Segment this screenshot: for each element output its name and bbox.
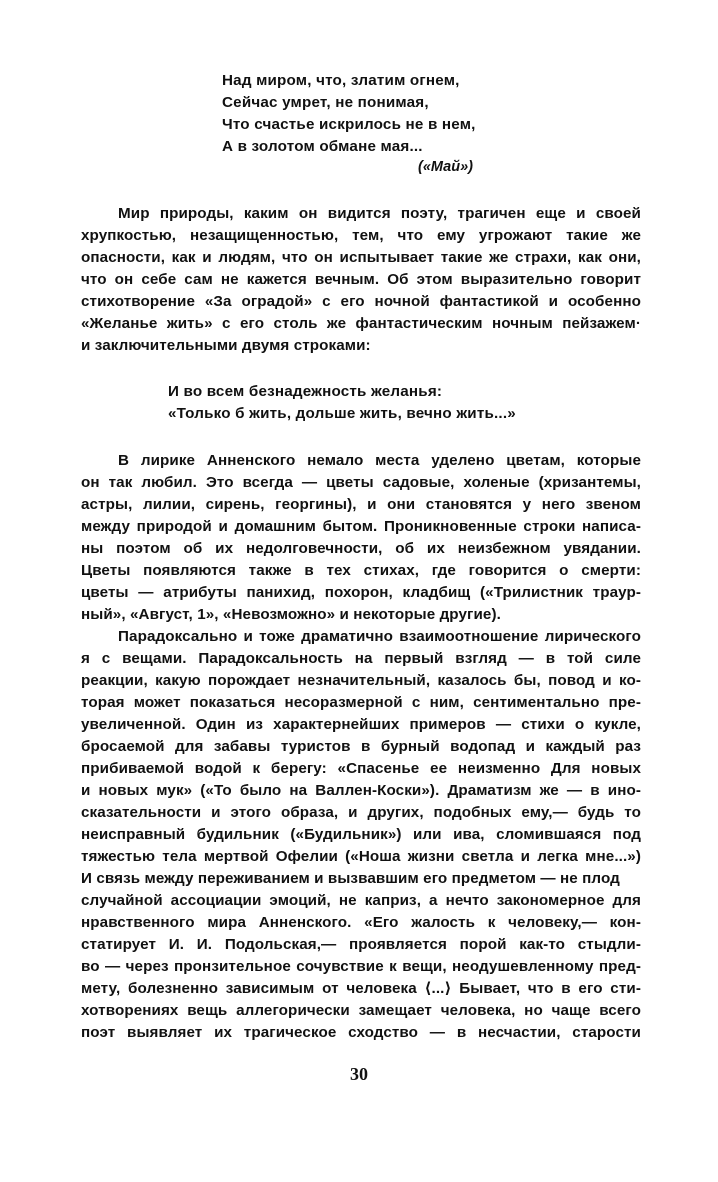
text-line: торая может показаться несоразмерной с ним, сентиментально пре- bbox=[81, 694, 641, 711]
text-line: между природой и домашним бытом. Проникновенные строки написа- bbox=[81, 518, 641, 535]
verse-line: Что счастье искрилось не в нем, bbox=[222, 116, 476, 133]
text-line: ны поэтом об их недолговечности, об их неизбежном увядании. bbox=[81, 540, 641, 557]
text-line: неисправный будильник («Будильник») или ива, сломившаяся под bbox=[81, 826, 641, 843]
text-line: нравственного мира Анненского. «Его жалость к человеку,— кон- bbox=[81, 914, 641, 931]
text-line: мету, болезненно зависимым от человека ⟨...⟩ Бывает, что в его сти- bbox=[81, 980, 641, 997]
paragraph-nature bbox=[81, 203, 641, 357]
verse-quote-desire bbox=[168, 381, 516, 425]
text-line: сказательности и этого образа, и других, подобных ему,— будь то bbox=[81, 804, 641, 821]
text-line: хотворениях вещь аллегорически замещает человека, но чаще всего bbox=[81, 1002, 641, 1019]
verse-quote-may bbox=[222, 70, 476, 158]
text-line: я с вещами. Парадоксальность на первый взгляд — в той силе bbox=[81, 650, 641, 667]
text-line: во — через пронзительное сочувствие к вещи, неодушевленному пред- bbox=[81, 958, 641, 975]
verse-source: («Май») bbox=[418, 159, 473, 175]
verse-line: Над миром, что, златим огнем, bbox=[222, 72, 460, 89]
text-line: Мир природы, каким он видится поэту, трагичен еще и своей bbox=[118, 205, 641, 222]
text-line: он так любил. Это всегда — цветы садовые, холеные (хризантемы, bbox=[81, 474, 641, 491]
verse-line: Сейчас умрет, не понимая, bbox=[222, 94, 429, 111]
text-line: тяжестью тела мертвой Офелии («Ноша жизни светла и легка мне...») bbox=[81, 848, 641, 865]
paragraph-things bbox=[81, 626, 641, 1044]
text-line: и новых мук» («То было на Валлен-Коски»). Драматизм же — в ино- bbox=[81, 782, 641, 799]
text-line: «Желанье жить» с его столь же фантастическим ночным пейзажем· bbox=[81, 315, 641, 332]
verse-line: А в золотом обмане мая... bbox=[222, 138, 423, 155]
text-line: В лирике Анненского немало места уделено цветам, которые bbox=[118, 452, 641, 469]
text-line: ный», «Август, 1», «Невозможно» и некоторые другие). bbox=[81, 606, 501, 623]
text-line: что он себе сам не кажется вечным. Об этом выразительно говорит bbox=[81, 271, 641, 288]
text-line: опасности, как и людям, что он испытывает такие же страхи, как они, bbox=[81, 249, 641, 266]
text-line: и заключительными двумя строками: bbox=[81, 337, 371, 354]
text-line: Цветы появляются также в тех стихах, где говорится о смерти: bbox=[81, 562, 641, 579]
paragraph-flowers bbox=[81, 450, 641, 626]
verse-line: «Только б жить, дольше жить, вечно жить...» bbox=[168, 405, 516, 422]
text-line: бросаемой для забавы туристов в бурный водопад и каждый раз bbox=[81, 738, 641, 755]
text-line: статирует И. И. Подольская,— проявляется порой как-то стыдли- bbox=[81, 936, 641, 953]
page-number: 30 bbox=[350, 1064, 368, 1084]
text-line: случайной ассоциации эмоций, не каприз, а нечто закономерное для bbox=[81, 892, 641, 909]
text-line: стихотворение «За оградой» с его ночной фантастикой и особенно bbox=[81, 293, 641, 310]
text-line: астры, лилии, сирень, георгины), и они становятся у него звеном bbox=[81, 496, 641, 513]
text-line: Парадоксально и тоже драматично взаимоотношение лирического bbox=[118, 628, 641, 645]
text-line: реакции, какую порождает незначительный, казалось бы, повод и ко- bbox=[81, 672, 641, 689]
text-line: цветы — атрибуты панихид, похорон, кладбищ («Трилистник траур- bbox=[81, 584, 641, 601]
text-line: увеличенной. Один из характернейших примеров — стихи о кукле, bbox=[81, 716, 641, 733]
text-line: поэт выявляет их трагическое сходство — в несчастии, старости bbox=[81, 1024, 641, 1041]
text-line: прибиваемой водой к берегу: «Спасенье ее неизменно Для новых bbox=[81, 760, 641, 777]
text-line: хрупкостью, незащищенностью, тем, что ему угрожают такие же bbox=[81, 227, 641, 244]
text-line: И связь между переживанием и вызвавшим его предметом — не плод bbox=[81, 870, 620, 887]
verse-line: И во всем безнадежность желанья: bbox=[168, 383, 443, 400]
